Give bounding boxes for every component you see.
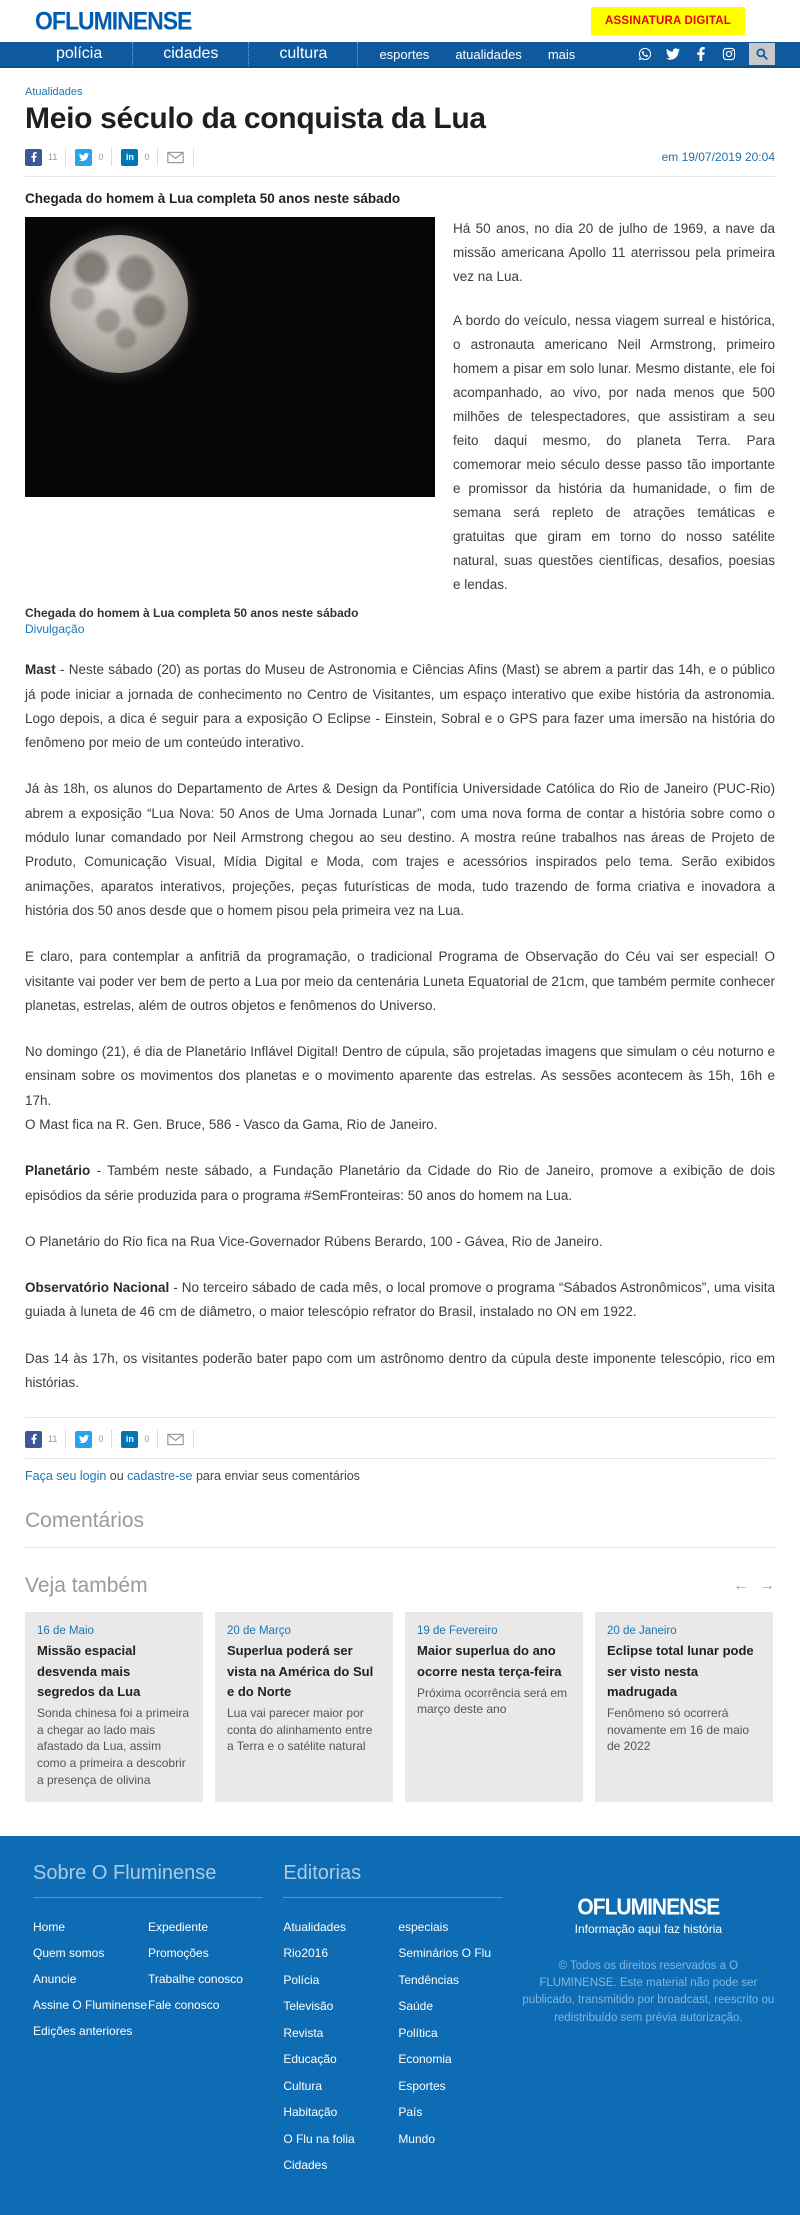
footer-link-edicoes-anteriores[interactable]: Edições anteriores	[33, 2023, 133, 2038]
footer-link-tendencias[interactable]: Tendências	[398, 1972, 460, 1987]
instagram-icon[interactable]	[721, 47, 736, 62]
linkedin-share-count: 0	[144, 1434, 150, 1445]
divider	[193, 1430, 194, 1448]
nav-secondary	[366, 47, 588, 62]
paragraph-lead: Mast	[25, 662, 56, 678]
related-card[interactable]	[215, 1612, 393, 1801]
footer-link-quem-somos[interactable]: Quem somos	[33, 1945, 105, 1960]
body-paragraph: Já às 18h, os alunos do Departamento de Artes & Design da Pontifícia Universidade Católica do Rio de Janeiro (PUC-Rio) abrem a exposição “Lua Nova: 50 Anos de Uma Jornada Lunar”, com uma nova forma de contar a história sobre como o módulo lunar comandado por Neil Armstrong chegou ao seu destino. A mostra reúne trabalhos nas áreas de Projeto de Produto, Comunicação Visual, Mídia Digital e Moda, com trajes e acessórios inspirados pelo tema. Serão exibidos animações, aparatos interativos, projeções, peças futurísticas de moda, tudo trazendo de forma criativa e inovadora a história dos 50 anos desde que o homem pisou pela primeira vez na Lua.	[25, 781, 775, 918]
footer-link-cidades[interactable]: Cidades	[283, 2158, 328, 2173]
card-title: Superlua poderá ser vista na América do Sul e do Norte	[227, 1643, 374, 1699]
footer-link-esportes[interactable]: Esportes	[398, 2078, 446, 2093]
card-description: Lua vai parecer maior por conta do alinhamento entre a Terra e o satélite natural	[227, 1705, 373, 1754]
linkedin-share-button[interactable]: in	[121, 1431, 138, 1448]
footer-copyright: © Todos os direitos reservados a O FLUMINENSE. Este material não pode ser publicado, transmitido por broadcast, reescrito ou redistribuído sem prévia autorização.	[522, 1959, 775, 2024]
footer-link-politica[interactable]: Política	[398, 2025, 438, 2040]
footer-link-fale-conosco[interactable]: Fale conosco	[148, 1997, 220, 2012]
footer-link-cultura[interactable]: Cultura	[283, 2078, 322, 2093]
divider	[65, 148, 66, 166]
share-buttons	[25, 1430, 203, 1448]
footer-link-mundo[interactable]: Mundo	[398, 2131, 436, 2146]
footer-about-col2	[148, 1920, 243, 2050]
comments-heading: Comentários	[25, 1509, 145, 1533]
image-credit[interactable]: Divulgação	[25, 622, 85, 637]
card-date: 20 de Janeiro	[607, 1625, 677, 1638]
site-header	[0, 0, 800, 42]
site-footer	[0, 1836, 800, 2215]
image-caption: Chegada do homem à Lua completa 50 anos neste sábado	[25, 606, 359, 621]
divider	[65, 1430, 66, 1448]
related-section-header	[25, 1574, 775, 1598]
breadcrumb[interactable]: Atualidades	[25, 86, 83, 98]
nav-item-cidades[interactable]: cidades	[133, 42, 249, 66]
related-card[interactable]	[405, 1612, 583, 1801]
nav-item-mais[interactable]: mais	[547, 46, 576, 62]
footer-link-pais[interactable]: País	[398, 2105, 423, 2120]
footer-link-economia[interactable]: Economia	[398, 2052, 452, 2067]
card-title: Eclipse total lunar pode ser visto nesta madrugada	[607, 1643, 754, 1699]
envelope-icon	[167, 1433, 184, 1446]
card-date: 20 de Março	[227, 1625, 291, 1638]
divider	[111, 1430, 112, 1448]
lead-paragraph: Há 50 anos, no dia 20 de julho de 1969, a nave da missão americana Apollo 11 aterrissou pela primeira vez na Lua.	[453, 221, 775, 285]
digital-subscription-button[interactable]: ASSINATURA DIGITAL	[591, 7, 745, 35]
footer-about-heading: Sobre O Fluminense	[33, 1862, 263, 1898]
body-paragraph: Das 14 às 17h, os visitantes poderão bater papo com um astrônomo dentro da cúpula deste imponente telescópio, rico em histórias.	[25, 1350, 775, 1391]
twitter-icon[interactable]	[665, 47, 680, 62]
facebook-share-count: 11	[48, 152, 58, 162]
divider	[157, 1430, 158, 1448]
footer-link-rio2016[interactable]: Rio2016	[283, 1946, 329, 1961]
search-icon	[755, 47, 769, 61]
card-date: 19 de Fevereiro	[417, 1625, 498, 1638]
footer-link-saude[interactable]: Saúde	[398, 1999, 434, 2014]
nav-primary	[25, 42, 358, 66]
card-description: Sonda chinesa foi a primeira a chegar ao lado mais afastado da Lua, assim como a primeira a descobrir a presença de olivina	[37, 1705, 190, 1787]
footer-logo: OFLUMINENSE	[577, 1894, 720, 1920]
body-paragraph: Observatório Nacional - No terceiro sábado de cada mês, o local promove o programa “Sábados Astronômicos”, uma visita guiada à luneta de 46 cm de diâmetro, o maior telescópio refrator do Brasil, instalado no ON em 1922.	[25, 1280, 775, 1320]
article-body	[25, 658, 775, 1395]
site-logo[interactable]: OFLUMINENSE	[35, 6, 192, 35]
footer-link-revista[interactable]: Revista	[283, 2025, 324, 2040]
footer-link-policia[interactable]: Polícia	[283, 1972, 320, 1987]
nav-item-atualidades[interactable]: atualidades	[455, 46, 522, 62]
divider	[25, 1417, 775, 1418]
whatsapp-icon[interactable]	[637, 47, 652, 62]
card-title: Maior superlua do ano ocorre nesta terça-feira	[417, 1643, 562, 1679]
footer-brand	[522, 1862, 775, 2185]
prev-arrow-icon[interactable]: ←	[733, 1577, 749, 1595]
nav-item-esportes[interactable]: esportes	[379, 46, 430, 62]
share-row-top	[25, 148, 775, 177]
linkedin-share-button[interactable]: in	[121, 149, 138, 166]
article-lead-section	[25, 217, 775, 597]
twitter-share-button[interactable]	[75, 1431, 92, 1448]
login-prompt: Faça seu login ou cadastre-se para enviar seus comentários	[25, 1469, 360, 1484]
article-content	[25, 86, 775, 1802]
facebook-icon[interactable]	[693, 47, 708, 62]
footer-link-seminarios[interactable]: Seminários O Flu	[398, 1946, 492, 1961]
divider	[111, 148, 112, 166]
footer-link-trabalhe-conosco[interactable]: Trabalhe conosco	[148, 1971, 243, 1986]
share-buttons	[25, 148, 203, 166]
twitter-share-button[interactable]	[75, 149, 92, 166]
footer-link-home[interactable]: Home	[33, 1919, 66, 1934]
facebook-share-count: 11	[48, 1434, 58, 1445]
footer-link-atualidades[interactable]: Atualidades	[283, 1919, 347, 1934]
card-date: 16 de Maio	[37, 1625, 94, 1638]
address-line: O Mast fica na R. Gen. Bruce, 586 - Vasco da Gama, Rio de Janeiro.	[25, 1116, 438, 1132]
article-subtitle: Chegada do homem à Lua completa 50 anos neste sábado	[25, 191, 401, 206]
email-share-button[interactable]	[167, 151, 184, 164]
register-link[interactable]: cadastre-se	[127, 1469, 193, 1484]
footer-link-expediente[interactable]: Expediente	[148, 1919, 209, 1934]
comments-section	[25, 1509, 775, 1548]
footer-link-habitacao[interactable]: Habitação	[283, 2105, 338, 2120]
body-paragraph: O Planetário do Rio fica na Rua Vice-Governador Rúbens Berardo, 100 - Gávea, Rio de Janeiro.	[25, 1233, 603, 1249]
body-paragraph: No domingo (21), é dia de Planetário Inflável Digital! Dentro de cúpula, são projetadas imagens que simulam o céu noturno e ensinam sobre os movimentos dos planetas e o movimento aparente das estrelas. As sessões acontecem às 15h, 16h e 17h. O Mast fica na R. Gen. Bruce, 586 - Vasco da Gama, Rio de Janeiro.	[25, 1044, 775, 1132]
footer-about-section	[33, 1862, 283, 2185]
divider	[193, 148, 194, 166]
footer-editorias-col1	[283, 1920, 398, 2185]
divider	[157, 148, 158, 166]
footer-tagline: Informação aqui faz história	[574, 1921, 723, 1936]
carousel-arrows	[733, 1578, 775, 1594]
nav-item-cultura[interactable]: cultura	[249, 42, 358, 66]
login-link[interactable]: Faça seu login	[25, 1469, 107, 1484]
linkedin-share-count: 0	[144, 152, 150, 162]
footer-link-o-flu-na-folia[interactable]: O Flu na folia	[283, 2131, 355, 2146]
next-arrow-icon[interactable]: →	[759, 1577, 775, 1595]
envelope-icon	[167, 151, 184, 164]
nav-social	[637, 43, 775, 65]
share-row-bottom	[25, 1430, 775, 1459]
related-heading: Veja também	[25, 1574, 148, 1598]
body-paragraph: Mast - Neste sábado (20) as portas do Museu de Astronomia e Ciências Afins (Mast) se abrem a partir das 14h, e o público já pode iniciar a jornada de conhecimento no Centro de Visitantes, um espaço interativo que exibe história da astronomia. Logo depois, a dica é seguir para a exposição O Eclipse - Einstein, Sobral e o GPS para fazer uma imersão na história do fenômeno por meio de um conteúdo interativo.	[25, 662, 775, 751]
lead-paragraph: A bordo do veículo, nessa viagem surreal e histórica, o astronauta americano Neil Armstrong, primeiro homem a pisar em solo lunar. Mesmo distante, ele foi acompanhado, ao vivo, por nada menos que 500 milhões de telespectadores, que assistiram a seu feito daqui mesmo, do planeta Terra. Para comemorar meio século desse passo tão importante e promissor da história da humanidade, o fim de semana será repleto de atrações temáticas e gratuitas que giram em torno do nosso satélite natural, suas questões científicas, desafios, poesias e lendas.	[453, 313, 775, 593]
footer-editorias-col2	[398, 1920, 491, 2185]
twitter-share-count: 0	[98, 152, 104, 162]
body-paragraph: E claro, para contemplar a anfitriã da programação, o tradicional Programa de Observação do Céu vai ser especial! O visitante vai poder ver bem de perto a Lua por meio da centenária Luneta Equatorial de 21cm, que também permite conhecer planetas, estrelas, além de outros objetos e fenômenos do Universo.	[25, 949, 775, 1013]
related-card[interactable]	[595, 1612, 773, 1801]
facebook-share-button[interactable]	[25, 1431, 42, 1448]
moon-graphic	[50, 235, 188, 373]
email-share-button[interactable]	[167, 1433, 184, 1446]
footer-link-assine[interactable]: Assine O Fluminense	[33, 1997, 148, 2012]
card-description: Próxima ocorrência será em março deste ano	[417, 1685, 568, 1717]
facebook-share-button[interactable]	[25, 149, 42, 166]
footer-link-anuncie[interactable]: Anuncie	[33, 1971, 77, 1986]
footer-about-col1	[33, 1920, 148, 2050]
twitter-share-count: 0	[98, 1434, 104, 1445]
page-title: Meio século da conquista da Lua	[25, 102, 486, 135]
related-card[interactable]	[25, 1612, 203, 1801]
footer-link-educacao[interactable]: Educação	[283, 2052, 337, 2067]
card-description: Fenômeno só ocorrerá novamente em 16 de maio de 2022	[607, 1705, 750, 1754]
footer-link-televisao[interactable]: Televisão	[283, 1999, 334, 2014]
publish-date: em 19/07/2019 20:04	[661, 150, 775, 164]
main-nav	[0, 42, 800, 68]
lead-column	[453, 217, 775, 597]
card-title: Missão espacial desvenda mais segredos da Lua	[37, 1643, 141, 1699]
search-button[interactable]	[749, 43, 775, 65]
paragraph-lead: Planetário	[25, 1163, 91, 1179]
nav-item-policia[interactable]: polícia	[25, 42, 133, 66]
body-paragraph: Planetário - Também neste sábado, a Fundação Planetário da Cidade do Rio de Janeiro, promove a exibição de dois episódios da série produzida para o programa #SemFronteiras: 50 anos do homem na Lua.	[25, 1163, 775, 1203]
paragraph-lead: Observatório Nacional	[25, 1280, 170, 1296]
related-cards	[25, 1612, 775, 1801]
footer-link-promocoes[interactable]: Promoções	[148, 1945, 209, 1960]
footer-editorias-heading: Editorias	[283, 1862, 502, 1898]
footer-editorias-section	[283, 1862, 521, 2185]
footer-link-especiais[interactable]: especiais	[398, 1919, 449, 1934]
moon-photo	[25, 217, 435, 497]
